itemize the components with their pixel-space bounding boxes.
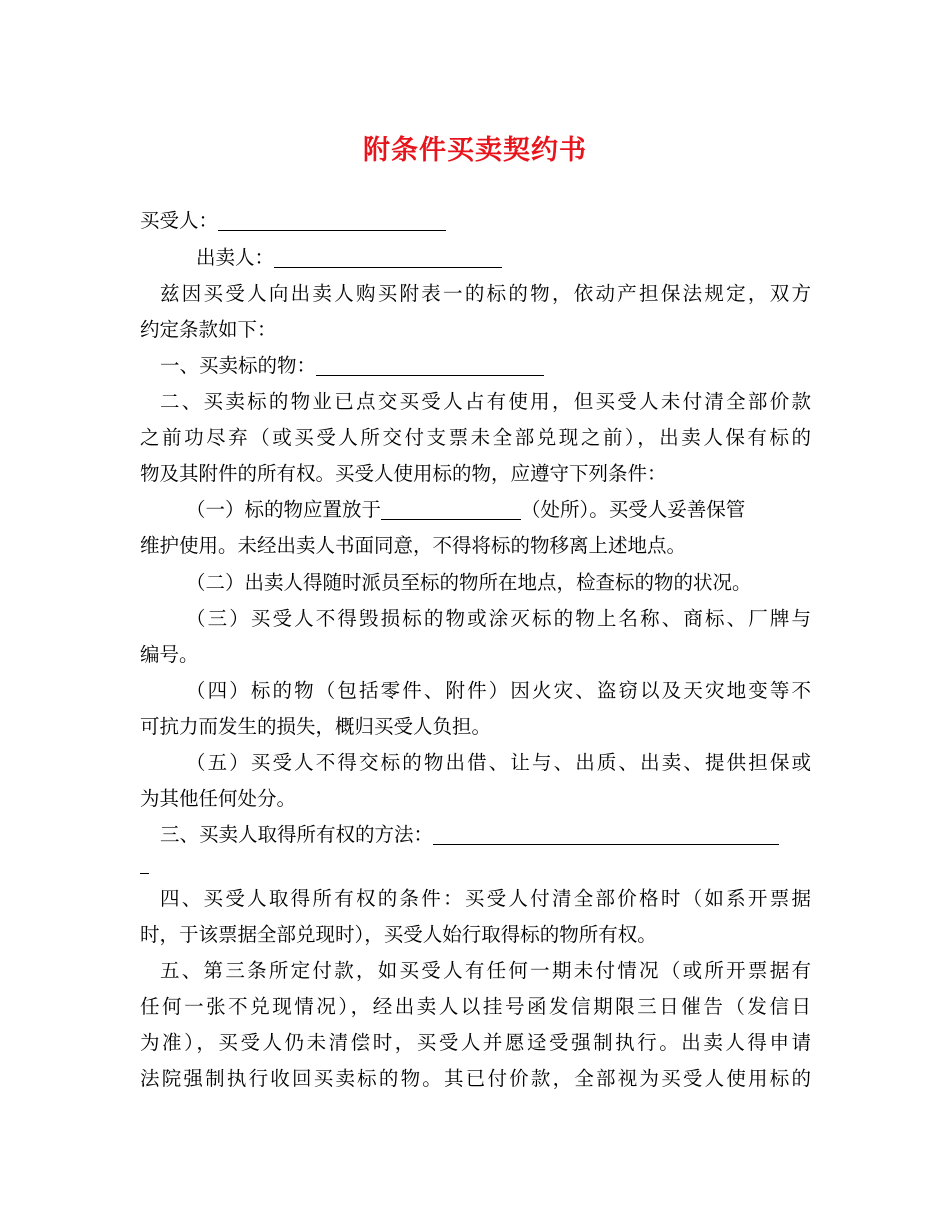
paragraph-line: （三）买受人不得毁损标的物或涂灭标的物上名称、商标、厂牌与 [186,607,811,630]
paragraph-line: 编号。 [140,643,199,666]
buyer-line [140,203,446,239]
paragraph-line: 四、买受人取得所有权的条件：买受人付清全部价格时（如系开票据 [160,887,811,910]
sub-1-label: （一）标的物应置放于 [186,498,382,521]
clause-1-label: 一、买卖标的物： [160,354,317,377]
paragraph-line: 之前功尽弃（或买受人所交付支票未全部兑现之前），出卖人保有标的 [140,426,811,449]
paragraph-line: 二、买卖标的物业已点交买受人占有使用，但买受人未付清全部价款 [160,390,811,413]
paragraph-line: （五）买受人不得交标的物出借、让与、出质、出卖、提供担保或 [186,751,811,774]
paragraph-line: （二）出卖人得随时派员至标的物所在地点，检查标的物的状况。 [186,571,752,594]
seller-blank [274,245,502,268]
buyer-blank [218,208,446,231]
paragraph-line: 为其他任何处分。 [140,787,297,810]
paragraph-line: （四）标的物（包括零件、附件）因火灾、盗窃以及天灾地变等不 [186,679,811,702]
clause-3-label: 三、买卖人取得所有权的方法： [160,823,434,846]
clause-1-line [160,348,544,384]
paragraph-line: 为准），买受人仍未清偿时，买受人并愿迳受强制执行。出卖人得申请 [140,1031,811,1054]
paragraph-line: 法院强制执行收回买卖标的物。其已付价款，全部视为买受人使用标的 [140,1067,811,1090]
clause-3-line [160,817,779,853]
paragraph-line: 兹因买受人向出卖人购买附表一的标的物，依动产担保法规定，双方 [160,282,811,305]
location-blank [381,497,521,520]
paragraph-line: 时，于该票据全部兑现时），买受人始行取得标的物所有权。 [140,923,657,946]
paragraph-line: 任何一张不兑现情况），经出卖人以挂号函发信期限三日催告（发信日 [140,995,811,1018]
sub-1-line [186,492,745,528]
seller-line [196,240,502,276]
paragraph-line: 可抗力而发生的损失，概归买受人负担。 [140,715,492,738]
document-title: 附条件买卖契约书 [363,135,587,166]
paragraph-line: 物及其附件的所有权。买受人使用标的物，应遵守下列条件： [140,462,667,485]
paragraph-line: 五、第三条所定付款，如买受人有任何一期未付情况（或所开票据有 [160,959,811,982]
buyer-label: 买受人： [140,209,219,232]
clause-3-blank [433,822,779,845]
seller-label: 出卖人： [196,246,275,269]
clause-1-blank [316,353,544,376]
paragraph-line: 维护使用。未经出卖人书面同意，不得将标的物移离上述地点。 [140,534,687,557]
sub-1-rest: （处所）。买受人妥善保管 [521,498,746,521]
clause-3-blank-continuation [140,873,149,874]
paragraph-line: 约定条款如下： [140,318,277,341]
